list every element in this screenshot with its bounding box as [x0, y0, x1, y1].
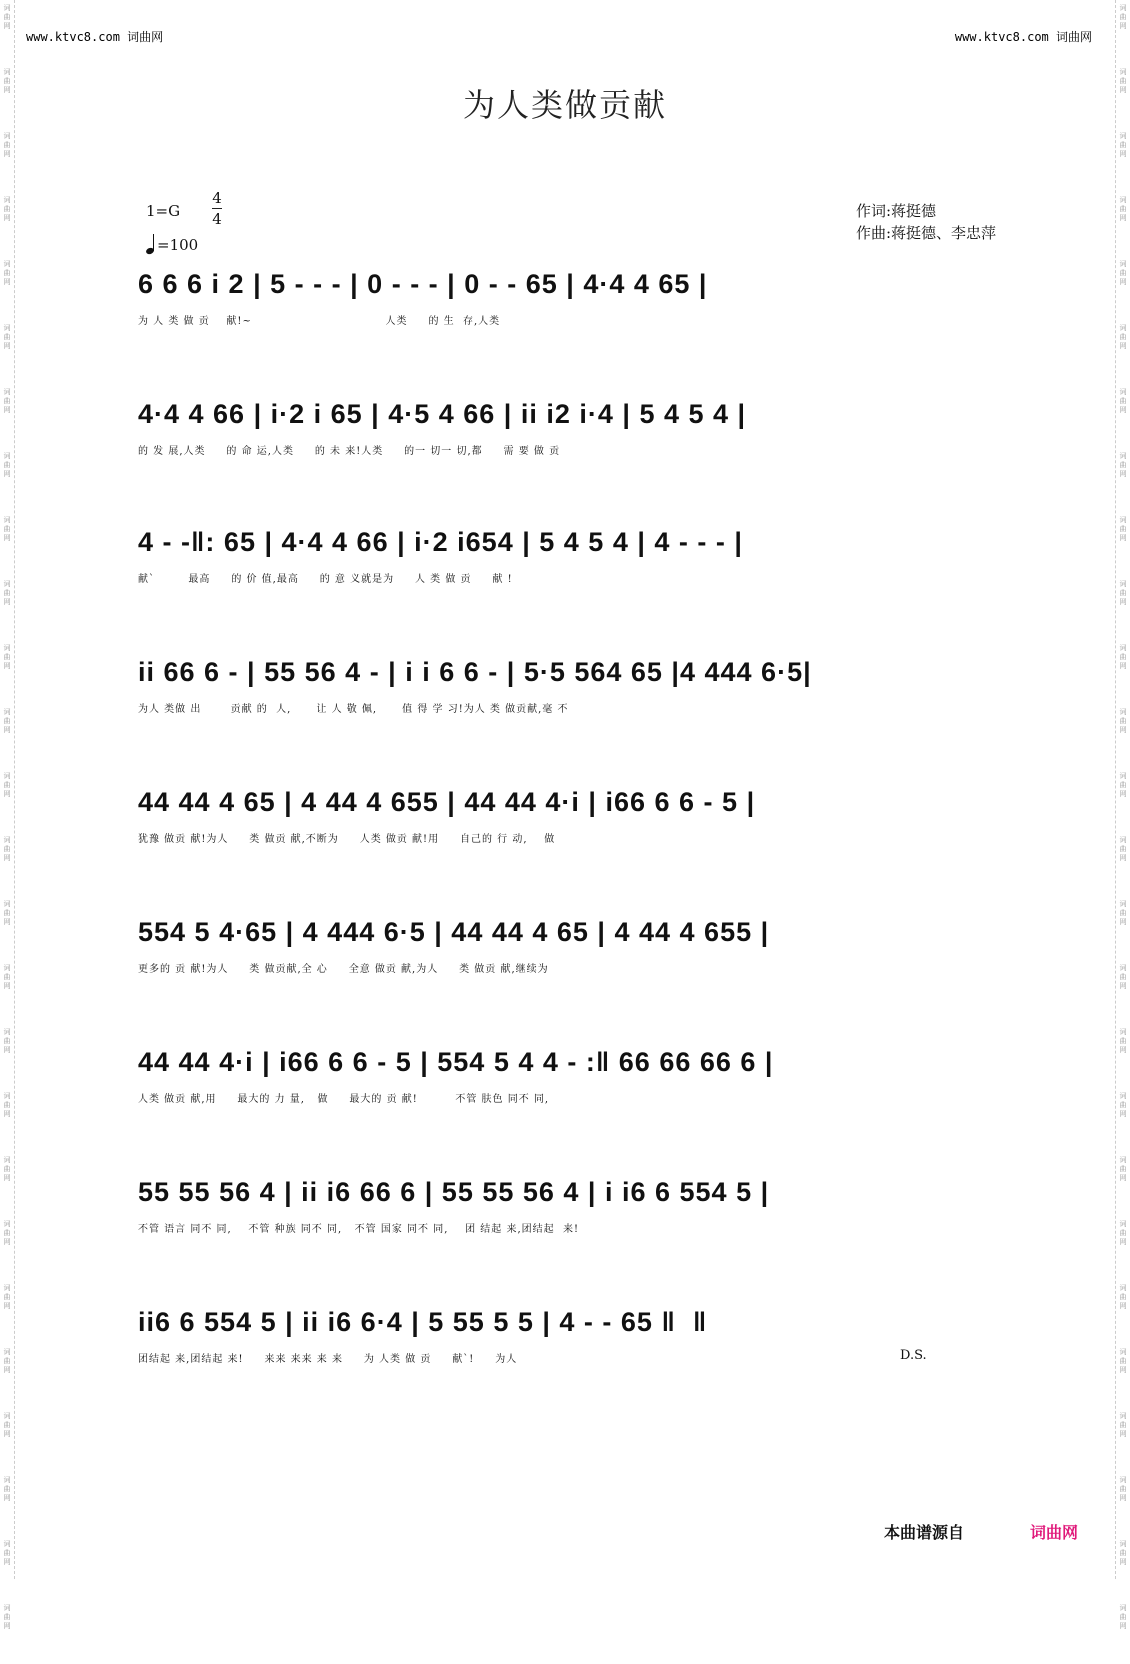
watermark-glyph: 词 曲 网 — [3, 1092, 11, 1118]
watermark-glyph: 词 曲 网 — [1119, 836, 1127, 862]
watermark-glyph: 词 曲 网 — [1119, 964, 1127, 990]
watermark-glyph: 词 曲 网 — [1119, 1156, 1127, 1182]
watermark-glyph: 词 曲 网 — [3, 388, 11, 414]
watermark-glyph: 词 曲 网 — [1119, 1540, 1127, 1566]
watermark-glyph: 词 曲 网 — [3, 1348, 11, 1374]
composer-credit: 作曲:蒋挺德、李忠萍 — [856, 224, 997, 242]
notation-text: 44 44 4·i | i66 6 6 - 5 | 554 5 4 4 - :‖ 66 66 66 6 | — [138, 1047, 774, 1077]
watermark-glyph: 词 曲 网 — [1119, 708, 1127, 734]
notation-text: 4·4 4 66 | i·2 i 65 | 4·5 4 66 | ii i2 i·4 | 5 4 5 4 | — [138, 399, 747, 429]
watermark-glyph: 词 曲 网 — [1119, 1092, 1127, 1118]
notation-line — [138, 262, 1030, 306]
score-system — [138, 392, 1030, 466]
watermark-glyph: 词 曲 网 — [1119, 388, 1127, 414]
notation-line — [138, 1040, 1030, 1084]
notation-text: 44 44 4 65 | 4 44 4 655 | 44 44 4·i | i66 6 6 - 5 | — [138, 787, 756, 817]
site-url-right[interactable]: www.ktvc8.com 词曲网 — [954, 30, 1092, 44]
notation-line — [138, 520, 1030, 564]
watermark-glyph: 词 曲 网 — [3, 1476, 11, 1502]
quarter-note-icon — [146, 234, 155, 254]
watermark-glyph: 词 曲 网 — [3, 1156, 11, 1182]
lyrics-line: 为人 类做 出 贡献 的 人, 让 人 敬 佩, 值 得 学 习!为人 类 做贡献,毫 不 — [138, 704, 569, 715]
watermark-glyph: 词 曲 网 — [1119, 196, 1127, 222]
site-url-left[interactable]: www.ktvc8.com 词曲网 — [26, 30, 164, 44]
notation-line — [138, 780, 1030, 824]
lyrics-line: 不管 语言 同不 同, 不管 种族 同不 同, 不管 国家 同不 同, 团 结起 来,团结起 来! — [138, 1224, 580, 1235]
watermark-glyph: 词 曲 网 — [3, 1284, 11, 1310]
notation-text: ii6 6 554 5 | ii i6 6·4 | 5 55 5 5 | 4 - - 65 ‖ ‖ — [138, 1307, 708, 1337]
score-system — [138, 520, 1030, 594]
watermark-glyph: 词 曲 网 — [3, 68, 11, 94]
watermark-glyph: 词 曲 网 — [1119, 68, 1127, 94]
watermark-glyph: 词 曲 网 — [3, 1028, 11, 1054]
notation-line — [138, 1300, 1030, 1344]
score-system — [138, 1040, 1030, 1114]
right-watermark-strip — [1115, 0, 1130, 1630]
watermark-glyph: 词 曲 网 — [3, 1604, 11, 1630]
lyrics-line: 人类 做贡 献,用 最大的 力 量, 做 最大的 贡 献! 不管 肤色 同不 同, — [138, 1094, 550, 1105]
watermark-glyph: 词 曲 网 — [1119, 1412, 1127, 1438]
notation-line — [138, 910, 1030, 954]
notation-line — [138, 1170, 1030, 1214]
watermark-glyph: 词 曲 网 — [1119, 4, 1127, 30]
watermark-glyph: 词 曲 网 — [3, 772, 11, 798]
watermark-glyph: 词 曲 网 — [1119, 900, 1127, 926]
notation-text: 6 6 6 i 2 | 5 - - - | 0 - - - | 0 - - 65 | 4·4 4 65 | — [138, 269, 708, 299]
score-system — [138, 262, 1030, 336]
watermark-glyph: 词 曲 网 — [1119, 580, 1127, 606]
lyricist-credit: 作词:蒋挺德 — [856, 202, 937, 220]
watermark-glyph: 词 曲 网 — [3, 196, 11, 222]
score-system — [138, 910, 1030, 984]
footer-brand-link[interactable]: 词曲网 — [1030, 1523, 1079, 1542]
notation-text: 55 55 56 4 | ii i6 66 6 | 55 55 56 4 | i i6 6 554 5 | — [138, 1177, 770, 1207]
notation-text: 554 5 4·65 | 4 444 6·5 | 44 44 4 65 | 4 44 4 655 | — [138, 917, 770, 947]
watermark-glyph: 词 曲 网 — [3, 900, 11, 926]
watermark-glyph: 词 曲 网 — [1119, 1604, 1127, 1630]
lyrics-line: 犹豫 做贡 献!为人 类 做贡 献,不断为 人类 做贡 献!用 自己的 行 动, 做 — [138, 834, 556, 845]
time-signature-top: 4 — [212, 189, 222, 207]
watermark-glyph: 词 曲 网 — [3, 260, 11, 286]
lyrics-line: 的 发 展,人类 的 命 运,人类 的 未 来!人类 的一 切一 切,都 需 要 做 贡 — [138, 446, 561, 457]
watermark-glyph: 词 曲 网 — [3, 132, 11, 158]
watermark-glyph: 词 曲 网 — [1119, 516, 1127, 542]
time-signature — [210, 188, 224, 229]
watermark-glyph: 词 曲 网 — [3, 708, 11, 734]
score-system — [138, 1170, 1030, 1244]
dal-segno-mark: D.S. — [900, 1348, 927, 1363]
watermark-glyph: 词 曲 网 — [3, 324, 11, 350]
watermark-glyph: 词 曲 网 — [1119, 772, 1127, 798]
watermark-glyph: 词 曲 网 — [1119, 1476, 1127, 1502]
key-signature: 1=G — [146, 202, 181, 220]
tempo-marking — [146, 234, 198, 254]
watermark-glyph: 词 曲 网 — [3, 1412, 11, 1438]
watermark-glyph: 词 曲 网 — [1119, 452, 1127, 478]
watermark-glyph: 词 曲 网 — [1119, 1220, 1127, 1246]
notation-line — [138, 392, 1030, 436]
watermark-glyph: 词 曲 网 — [1119, 1348, 1127, 1374]
watermark-glyph: 词 曲 网 — [1119, 1028, 1127, 1054]
watermark-glyph: 词 曲 网 — [1119, 132, 1127, 158]
watermark-glyph: 词 曲 网 — [3, 644, 11, 670]
watermark-glyph: 词 曲 网 — [1119, 644, 1127, 670]
lyrics-line: 更多的 贡 献!为人 类 做贡献,全 心 全意 做贡 献,为人 类 做贡 献,继续为 — [138, 964, 549, 975]
lyrics-line: 献` 最高 的 价 值,最高 的 意 义就是为 人 类 做 贡 献 ! — [138, 574, 513, 585]
watermark-glyph: 词 曲 网 — [3, 1220, 11, 1246]
watermark-glyph: 词 曲 网 — [3, 516, 11, 542]
notation-line — [138, 650, 1030, 694]
watermark-glyph: 词 曲 网 — [3, 580, 11, 606]
watermark-glyph: 词 曲 网 — [3, 4, 11, 30]
score-system — [138, 650, 1030, 724]
footer-source-label: 本曲谱源自 — [884, 1523, 965, 1542]
notation-text: 4 - -‖: 65 | 4·4 4 66 | i·2 i654 | 5 4 5 4 | 4 - - - | — [138, 527, 743, 557]
time-signature-bottom: 4 — [212, 210, 222, 228]
score-system — [138, 1300, 1030, 1374]
watermark-glyph: 词 曲 网 — [1119, 260, 1127, 286]
watermark-glyph: 词 曲 网 — [1119, 324, 1127, 350]
tempo-value: =100 — [157, 236, 199, 254]
watermark-glyph: 词 曲 网 — [3, 1540, 11, 1566]
watermark-glyph: 词 曲 网 — [3, 836, 11, 862]
song-credits — [856, 200, 996, 244]
notation-text: ii 66 6 - | 55 56 4 - | i i 6 6 - | 5·5 564 65 |4 444 6·5| — [138, 657, 812, 687]
watermark-glyph: 词 曲 网 — [3, 452, 11, 478]
watermark-glyph: 词 曲 网 — [3, 964, 11, 990]
song-title: 为人类做贡献 — [462, 86, 667, 124]
lyrics-line: 团结起 来,团结起 来! 来来 来来 来 来 为 人类 做 贡 献`! 为人 — [138, 1354, 518, 1365]
watermark-glyph: 词 曲 网 — [1119, 1284, 1127, 1310]
left-watermark-strip — [0, 0, 15, 1630]
lyrics-line: 为 人 类 做 贡 献!~ 人类 的 生 存,人类 — [138, 316, 501, 327]
score-system — [138, 780, 1030, 854]
